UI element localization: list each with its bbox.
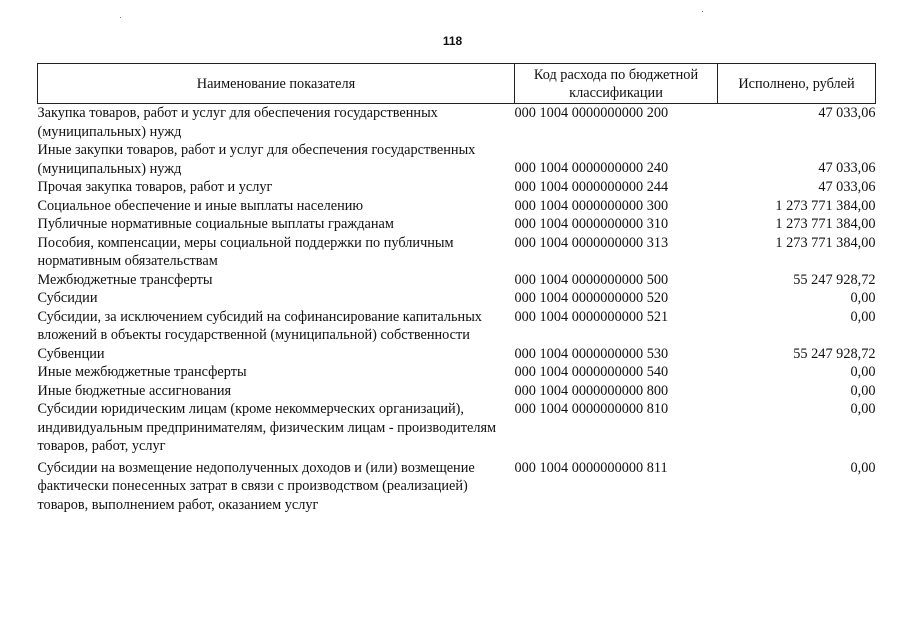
budget-execution-table [37, 63, 876, 514]
row-amount: 0,00 [850, 290, 876, 306]
row-name: Иные закупки товаров, работ и услуг для обеспечения государственных (муниципальных) нужд [37, 142, 476, 177]
row-name: Субсидии на возмещение недополученных доходов и (или) возмещение фактически понесенных затрат в связи с производством (реализацией) товаров, выполнением работ, оказанием услуг [37, 459, 475, 513]
header-executed-amount: Исполнено, рублей [718, 64, 876, 104]
table-row [38, 345, 876, 364]
row-amount: 1 273 771 384,00 [775, 234, 876, 251]
row-amount: 0,00 [850, 364, 876, 380]
row-name: Иные межбюджетные трансферты [37, 364, 247, 380]
table-row [38, 104, 876, 142]
table-row [38, 382, 876, 401]
row-code: 000 1004 0000000000 310 [514, 216, 669, 232]
table-row [38, 289, 876, 308]
row-code: 000 1004 0000000000 313 [514, 234, 669, 251]
row-amount: 0,00 [850, 382, 876, 399]
table-header-row [38, 64, 876, 104]
row-amount: 0,00 [850, 308, 876, 325]
row-name: Межбюджетные трансферты [37, 271, 213, 288]
table-row [38, 271, 876, 290]
row-name: Закупка товаров, работ и услуг для обеспечения государственных (муниципальных) нужд [37, 105, 438, 140]
table-row [38, 197, 876, 216]
table-row [38, 456, 876, 515]
row-code: 000 1004 0000000000 810 [514, 401, 669, 417]
table-row [38, 141, 876, 178]
table-row [38, 178, 876, 197]
table-row [38, 215, 876, 234]
row-code: 000 1004 0000000000 300 [514, 197, 669, 214]
row-code: 000 1004 0000000000 811 [514, 459, 668, 476]
row-name: Субсидии [37, 290, 98, 306]
row-amount: 55 247 928,72 [793, 271, 876, 288]
row-code: 000 1004 0000000000 200 [514, 105, 669, 121]
row-amount: 47 033,06 [818, 160, 876, 176]
row-name: Пособия, компенсации, меры социальной поддержки по публичным нормативным обязательствам [37, 234, 454, 269]
table-row [38, 308, 876, 345]
row-code: 000 1004 0000000000 240 [514, 160, 669, 176]
header-indicator-name: Наименование показателя [38, 64, 515, 104]
row-code: 000 1004 0000000000 520 [514, 290, 669, 306]
row-amount: 47 033,06 [818, 179, 876, 195]
row-amount: 55 247 928,72 [793, 345, 876, 362]
row-name: Субсидии юридическим лицам (кроме некоммерческих организаций), индивидуальным предпринимателям, физическим лицам - производителям товаров, работ, услуг [37, 401, 497, 454]
page-number: 118 [442, 34, 463, 48]
scan-speck [120, 17, 121, 18]
row-amount: 1 273 771 384,00 [775, 216, 876, 232]
row-amount: 0,00 [850, 401, 876, 417]
row-code: 000 1004 0000000000 800 [514, 382, 669, 399]
row-name: Субвенции [37, 345, 105, 362]
row-name: Прочая закупка товаров, работ и услуг [37, 179, 273, 195]
table-row [38, 363, 876, 382]
row-amount: 0,00 [850, 459, 876, 476]
row-code: 000 1004 0000000000 530 [514, 345, 669, 362]
scan-speck [702, 11, 703, 12]
row-name: Социальное обеспечение и иные выплаты населению [37, 197, 364, 214]
row-code: 000 1004 0000000000 500 [514, 271, 669, 288]
row-code: 000 1004 0000000000 244 [514, 179, 669, 195]
table-row [38, 400, 876, 456]
header-budget-code: Код расхода по бюджетной классификации [515, 64, 718, 104]
row-name: Субсидии, за исключением субсидий на софинансирование капитальных вложений в объекты государственной (муниципальной) собственности [37, 308, 482, 343]
row-name: Иные бюджетные ассигнования [37, 382, 232, 399]
row-amount: 1 273 771 384,00 [775, 197, 876, 214]
row-code: 000 1004 0000000000 521 [514, 308, 669, 325]
row-amount: 47 033,06 [818, 105, 876, 121]
table-row [38, 234, 876, 271]
row-name: Публичные нормативные социальные выплаты гражданам [37, 216, 394, 232]
row-code: 000 1004 0000000000 540 [514, 364, 669, 380]
